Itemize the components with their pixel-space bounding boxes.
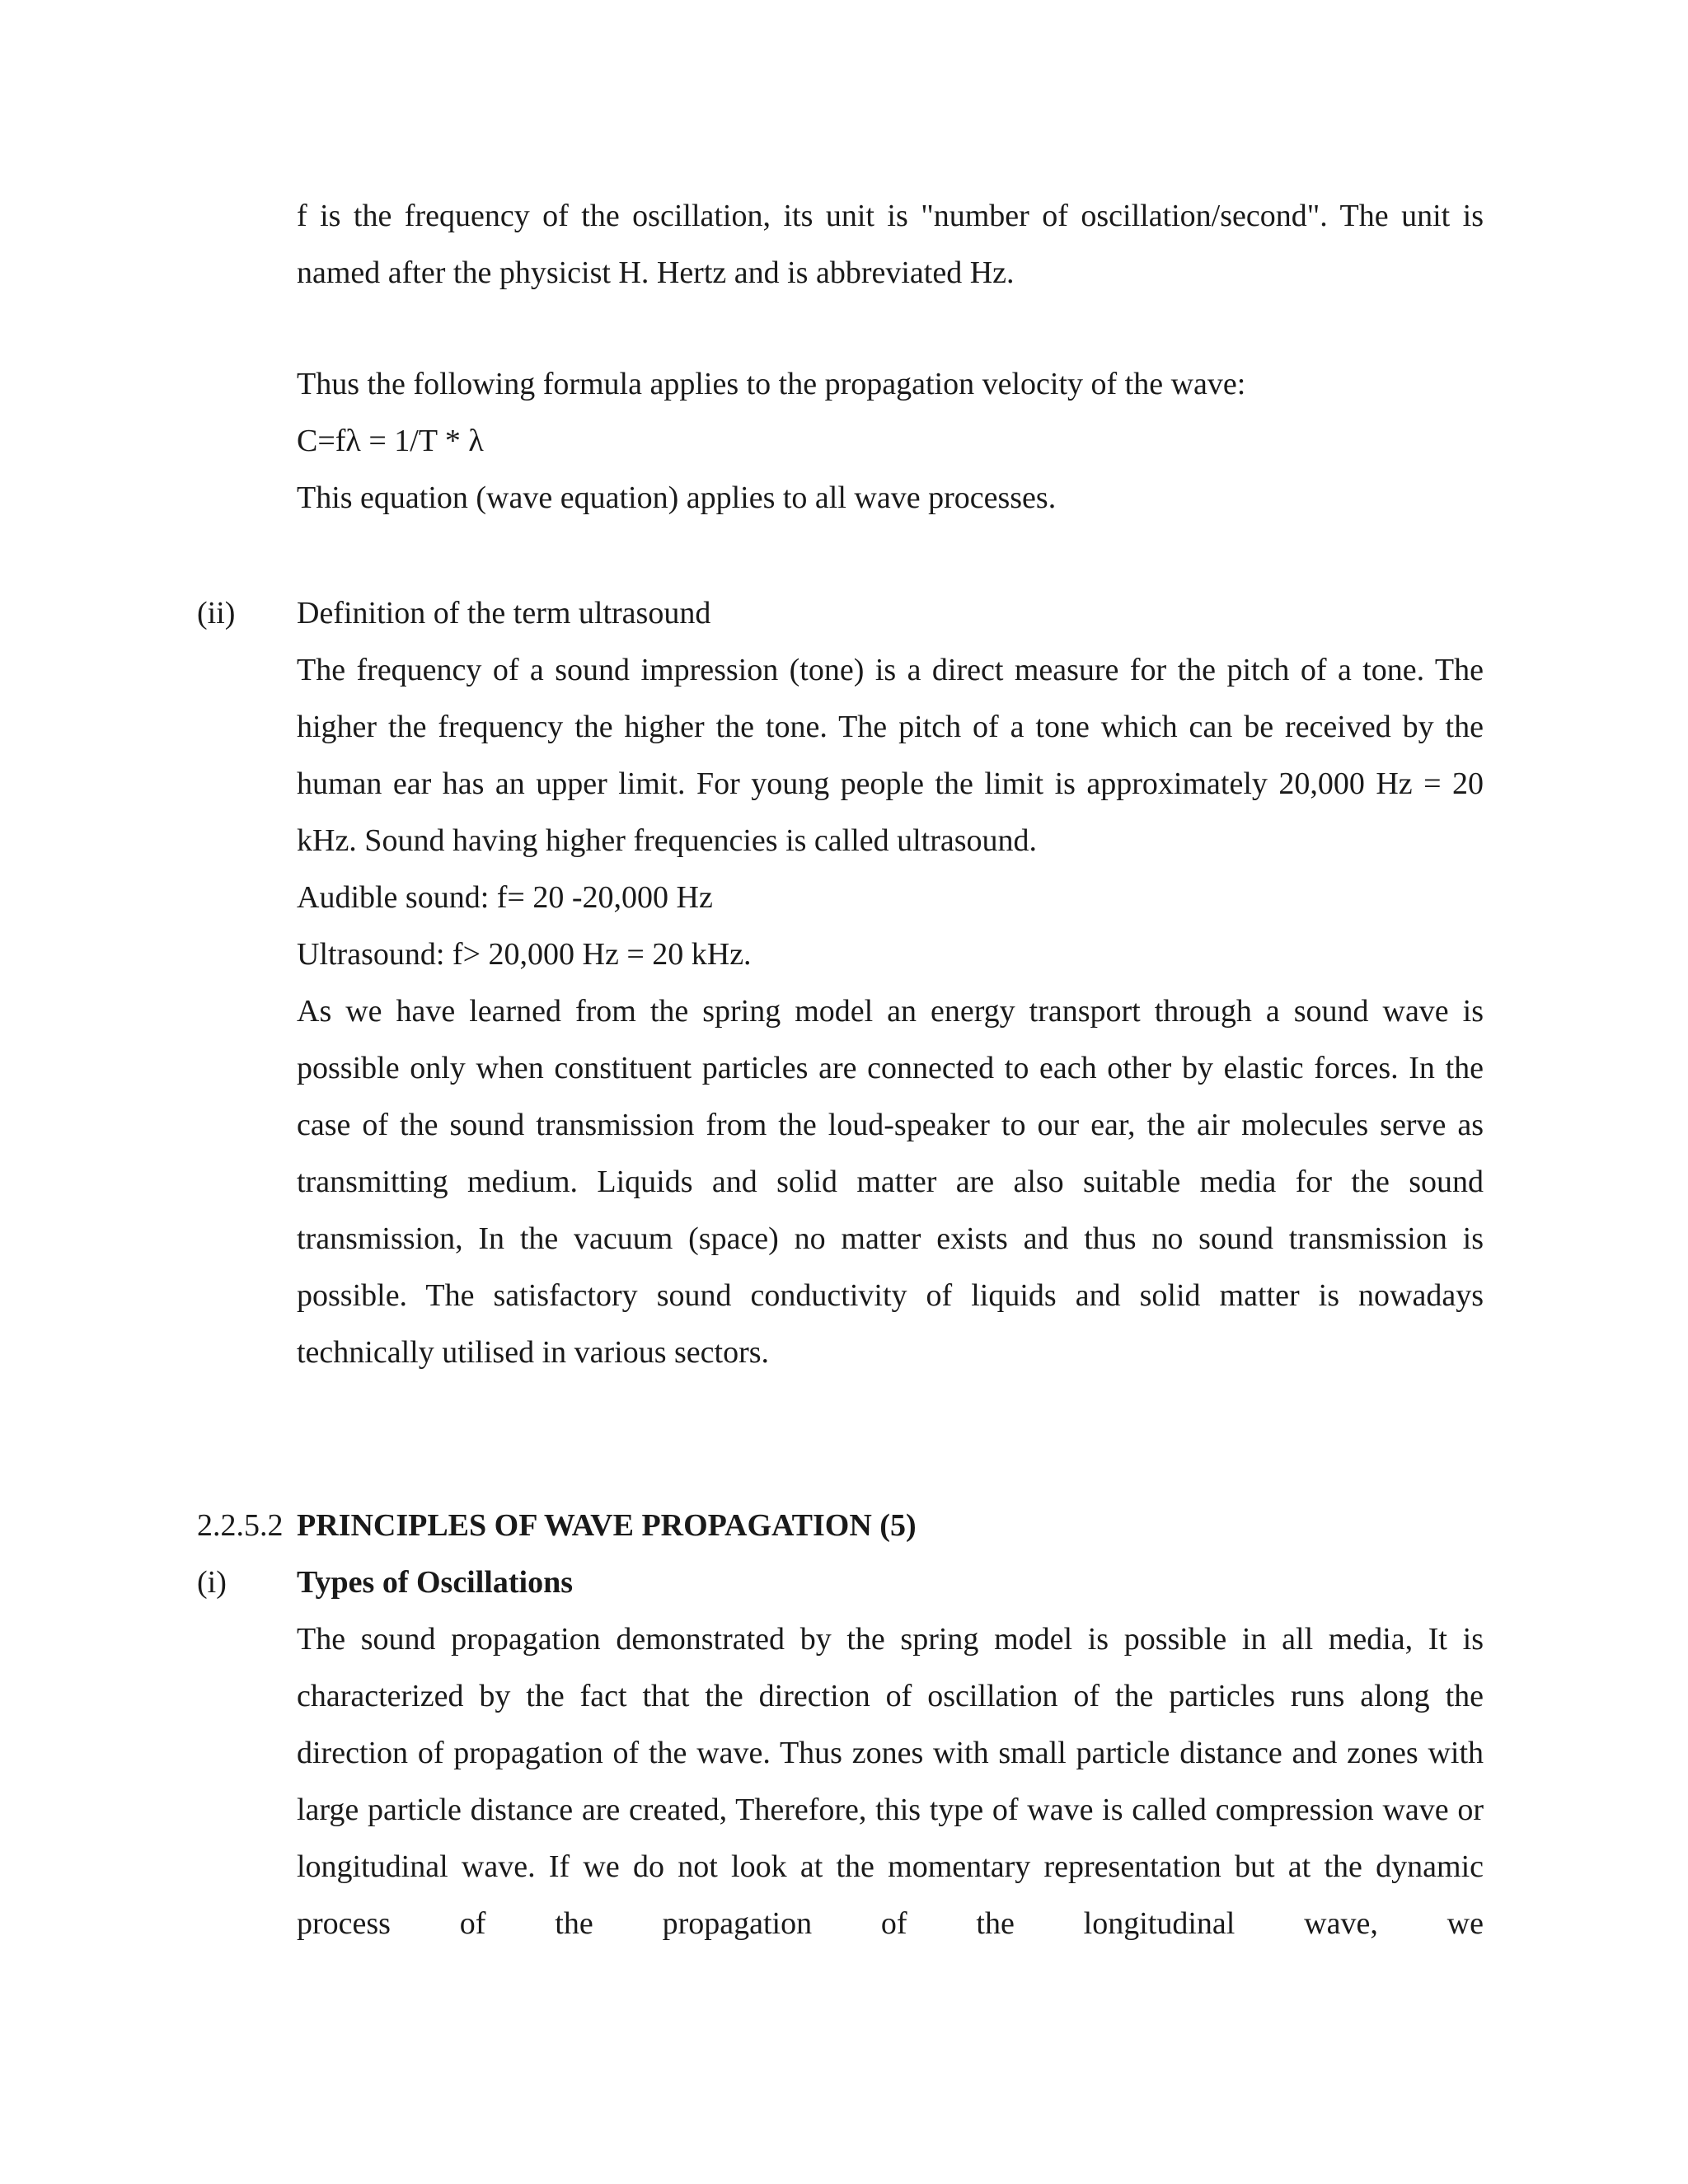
formula-intro: Thus the following formula applies to the propagation velocity of the wave: [297, 367, 1246, 401]
intro-block [297, 188, 1484, 302]
formula-block [297, 356, 1484, 527]
section-ii-block [297, 585, 1484, 1381]
section-i-marker: (i) [197, 1565, 227, 1600]
section-ii-paragraph-1: The frequency of a sound impression (tone) is a direct measure for the pitch of a tone. The higher the frequency the higher the tone. The pitch of a tone which can be received by the human ear has an upper limit. For young people the limit is approximately 20,000 Hz = 20 kHz. Sound having higher frequencies is called ultrasound. [297, 653, 1484, 858]
wave-formula: C=fλ = 1/T * λ [297, 424, 484, 458]
section-2252-heading [297, 1497, 1484, 1554]
audible-sound-line: Audible sound: f= 20 -20,000 Hz [297, 880, 713, 915]
ultrasound-line: Ultrasound: f> 20,000 Hz = 20 kHz. [297, 937, 752, 972]
section-ii-marker: (ii) [197, 596, 236, 630]
section-i-paragraph: The sound propagation demonstrated by the spring model is possible in all media, It is characterized by the fact that the direction of oscillation of the particles runs along the direction of propagation of the wave. Thus zones with small particle distance and zones with large particle distance are created, Therefore, this type of wave is called compression wave or longitudinal wave. If we do not look at the momentary representation but at the dynamic process of the propagation of the longitudinal wave, we [297, 1622, 1484, 1941]
section-i-block [297, 1554, 1484, 1952]
section-ii-paragraph-2: As we have learned from the spring model an energy transport through a sound wave is possible only when constituent particles are connected to each other by elastic forces. In the case of the sound transmission from the loud-speaker to our ear, the air molecules serve as transmitting medium. Liquids and solid matter are also suitable media for the sound transmission, In the vacuum (space) no matter exists and thus no sound transmission is possible. The satisfactory sound conductivity of liquids and solid matter is nowadays technically utilised in various sectors. [297, 994, 1484, 1370]
section-i-title: Types of Oscillations [297, 1565, 573, 1600]
formula-note: This equation (wave equation) applies to all wave processes. [297, 480, 1057, 515]
section-number: 2.2.5.2 [197, 1508, 284, 1543]
section-ii-title: Definition of the term ultrasound [297, 596, 711, 630]
section-title: PRINCIPLES OF WAVE PROPAGATION (5) [297, 1508, 917, 1543]
frequency-paragraph: f is the frequency of the oscillation, its unit is "number of oscillation/second". The unit is named after the physicist H. Hertz and is abbreviated Hz. [297, 199, 1484, 290]
